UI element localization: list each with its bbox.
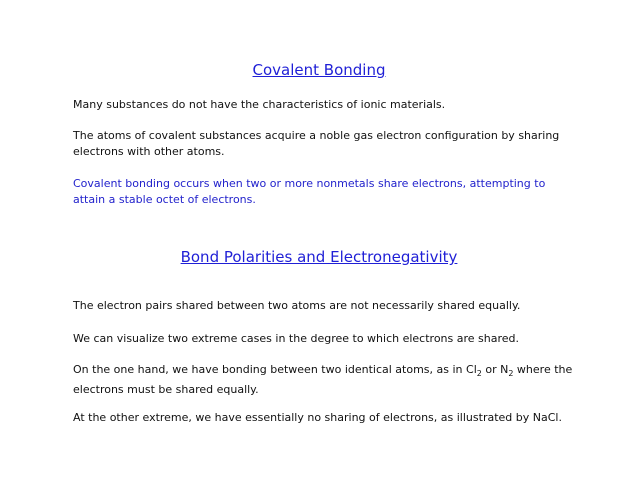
section-title-bond-polarities: Bond Polarities and Electronegativity <box>180 248 458 266</box>
section-title-covalent-bonding: Covalent Bonding <box>252 61 386 79</box>
text-segment: where the electrons must be shared equally. <box>73 363 573 397</box>
paragraph-covalent-definition: Covalent bonding occurs when two or more nonmetals share electrons, attempting to attain a stable octet of electrons. <box>73 177 546 206</box>
paragraph-substances: Many substances do not have the characteristics of ionic materials. <box>73 98 446 111</box>
paragraph-extreme-cases: We can visualize two extreme cases in the degree to which electrons are shared. <box>73 332 520 345</box>
paragraph-identical-atoms <box>73 362 573 398</box>
paragraph-electron-pairs: The electron pairs shared between two atoms are not necessarily shared equally. <box>73 299 521 312</box>
paragraph-nacl: At the other extreme, we have essentially no sharing of electrons, as illustrated by NaCl. <box>73 411 562 424</box>
subscript: 2 <box>476 369 482 379</box>
text-segment: On the one hand, we have bonding between two identical atoms, as in Cl <box>73 363 477 376</box>
subscript: 2 <box>508 369 514 379</box>
text-segment: or N <box>481 363 509 376</box>
paragraph-noble-gas: The atoms of covalent substances acquire a noble gas electron configuration by sharing electrons with other atoms. <box>73 129 560 158</box>
